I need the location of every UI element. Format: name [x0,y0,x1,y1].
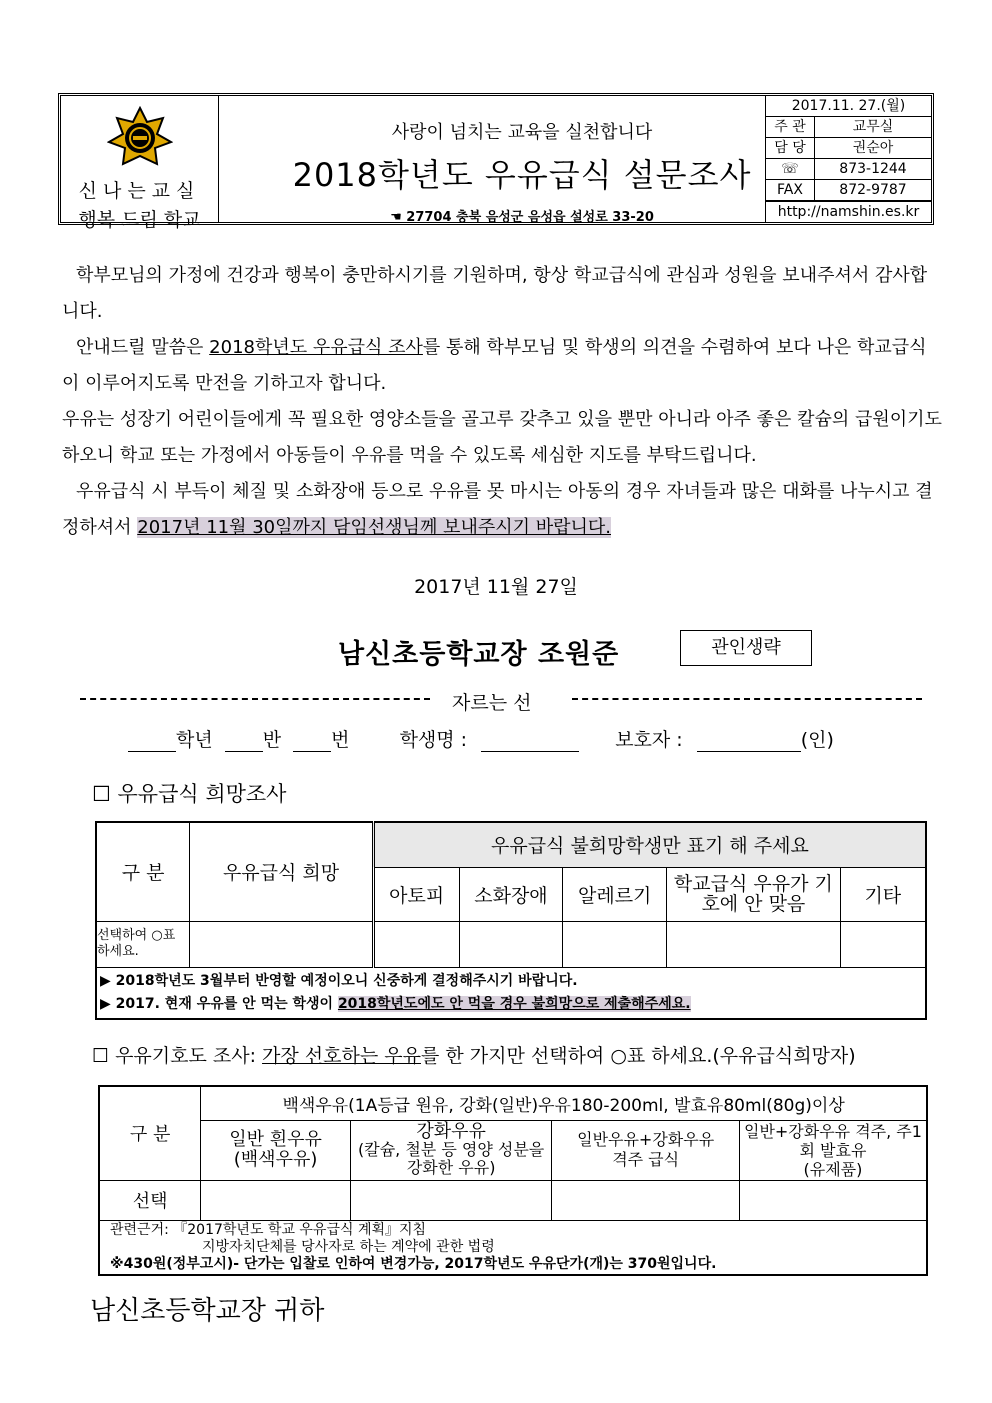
other-cell[interactable] [840,921,926,967]
document-title: 2018학년도 우유급식 설문조사 [292,156,752,194]
principal-name: 남신초등학교장 조원준 [338,639,620,670]
number-blank[interactable] [293,731,331,752]
option-name: 일반우유+강화우유 [577,1130,715,1149]
guardian-blank[interactable] [697,731,801,752]
fortified-milk-cell[interactable] [350,1180,551,1220]
student-name-label: 학생명 : [399,729,468,751]
alternating-cell[interactable] [552,1180,740,1220]
info-value: 872-9787 [839,182,907,198]
student-name-blank[interactable] [481,731,579,752]
grade-label: 학년 [176,729,213,751]
highlighted-note: 2018학년도에도 안 먹을 경우 불희망으로 제출해주세요. [337,995,691,1012]
option-name: 강화우유 [416,1121,486,1142]
hand-pointer-icon: ☚ [390,210,407,225]
letterhead-title-panel [219,96,825,225]
option-alternating [552,1120,740,1180]
col-hope: 우유급식 희망 [190,822,374,921]
slogan: 사랑이 넘치는 교육을 실천합니다 [391,122,653,143]
paragraph-greeting: 학부모님의 가정에 건강과 행복이 충만하시기를 기원하며, 항상 학교급식에 관심과 성원을 보내주셔서 감사합니다. [62,265,928,322]
letter-date: 2017년 11월 27일 [414,576,578,598]
info-value: 권순아 [852,140,894,156]
guardian-label: 보호자 : [615,729,683,751]
col-category: 구 분 [99,1086,201,1180]
number-label: 번 [331,729,350,751]
row-select-label: 선택 [99,1180,201,1220]
info-key: 주 관 [765,117,815,137]
option-plain-milk [201,1120,351,1180]
info-value: 교무실 [852,119,894,135]
option-name: 일반 흰우유 [229,1129,322,1150]
student-info-line [128,725,834,752]
survey2-heading [92,1041,856,1068]
row-select-label: 선택하여 ○표 하세요. [96,921,190,967]
motto-line-1: 신나는교실 [78,180,201,202]
price-note: ※430원(정부고시)- 단가는 입찰로 인하여 변경가능, 2017학년도 우유단가(개)는 370원입니다. [110,1255,717,1272]
survey1-notes [96,967,926,1019]
col-category: 구 분 [96,822,190,921]
reason-other: 기타 [840,867,926,921]
reason-atopy: 아토피 [373,867,459,921]
paragraph-purpose [62,330,942,402]
letterhead-box [58,93,934,231]
legal-basis [99,1220,927,1275]
motto-line-2: 행복 드림 학교 [78,209,201,231]
note-1: ▶ 2018학년도 3월부터 반영할 예정이오니 신중하게 결정해주시기 바랍니다. [100,972,578,989]
guardian-seal: (인) [800,729,834,751]
atopy-cell[interactable] [373,921,459,967]
seal-omitted-box: 관인생략 [680,630,812,666]
paragraph-milk: 우유는 성장기 어린이들에게 꼭 필요한 영양소들을 골고루 갖추고 있을 뿐만 아니라 아주 좋은 칼슘의 급원이기도 하오니 학교 또는 가정에서 아동들이 우유를 먹을 수 있도록 세심한 지도를 부탁드립니다. [62,409,942,466]
option-desc: (유제품) [803,1159,863,1179]
school-emblem-panel [61,96,219,231]
address: 27704 충북 음성군 음성읍 설성로 33-20 [406,210,654,225]
option-desc: 격주 급식 [612,1150,680,1169]
note-2 [100,993,922,1016]
class-blank[interactable] [225,731,263,752]
option-name: 일반+강화우유 격주, 주1회 발효유 [743,1121,922,1160]
class-label: 반 [262,729,282,751]
text-span: ▶ 2017. 현재 우유를 안 먹는 학생이 [100,995,338,1012]
school-url[interactable]: http://namshin.es.kr [777,204,920,220]
basis-line-1: 관련근거: 『2017학년도 학교 우유급식 계획』지침 [110,1221,427,1238]
taste-cell[interactable] [667,921,841,967]
plain-milk-cell[interactable] [201,1180,351,1220]
grade-blank[interactable] [128,731,176,752]
underlined-text: 2018학년도 우유급식 조사 [209,337,423,358]
milk-spec-header: 백색우유(1A등급 원유, 강화(일반)우유180-200ml, 발효유80ml(80g)이상 [201,1086,927,1120]
milk-hope-table [95,821,927,1020]
phone-icon: ☏ [765,159,815,179]
contact-info-panel [765,96,931,222]
underlined-text: 가장 선호하는 우유 [262,1045,421,1067]
option-fortified-milk [350,1120,551,1180]
cut-line-label: 자르는 선 [452,692,532,714]
alternating-yogurt-cell[interactable] [739,1180,927,1220]
option-desc: (칼슘, 철분 등 영양 성분을 강화한 우유) [358,1140,545,1177]
text-span: 안내드릴 말씀은 [76,337,210,358]
reason-allergy: 알레르기 [563,867,667,921]
text-span: 를 통해 학부모님 및 학생의 의견을 수렴하여 보다 나은 학교급식이 이루어지도록 만전을 기하고자 합니다. [62,337,927,394]
option-alternating-yogurt [739,1120,927,1180]
paragraph-request [62,474,942,546]
cut-line-right [572,698,922,700]
option-desc: (백색우유) [233,1149,318,1170]
addressee: 남신초등학교장 귀하 [90,1296,325,1326]
address-line [219,206,825,225]
reason-digestive: 소화장애 [459,867,563,921]
text-span: ☐ 우유기호도 조사: [92,1045,263,1067]
survey1-heading: ☐ 우유급식 희망조사 [92,782,287,806]
info-value: 873-1244 [839,161,907,177]
text-span: 우유급식 시 부득이 체질 및 소화장애 등으로 우유를 못 마시는 아동의 경우 자녀들과 많은 대화를 나누시고 결정하셔서 [62,481,933,538]
issue-date: 2017.11. 27.(월) [791,98,906,114]
highlighted-deadline: 2017년 11월 30일까지 담임선생님께 보내주시기 바랍니다. [137,517,611,538]
school-emblem-icon [107,106,173,168]
info-key: FAX [765,180,815,200]
cut-line-left [80,698,430,700]
digestive-cell[interactable] [459,921,563,967]
allergy-cell[interactable] [563,921,667,967]
no-hope-group-header: 우유급식 불희망학생만 표기 해 주세요 [373,822,926,867]
milk-preference-table [98,1085,928,1276]
reason-taste: 학교급식 우유가 기호에 안 맞음 [667,867,841,921]
text-span: 를 한 가지만 선택하여 ○표 하세요.(우유급식희망자) [420,1045,856,1067]
info-key: 담 당 [765,138,815,158]
hope-cell[interactable] [190,921,374,967]
basis-line-2: 지방자치단체를 당사자로 하는 계약에 관한 법령 [202,1238,495,1255]
